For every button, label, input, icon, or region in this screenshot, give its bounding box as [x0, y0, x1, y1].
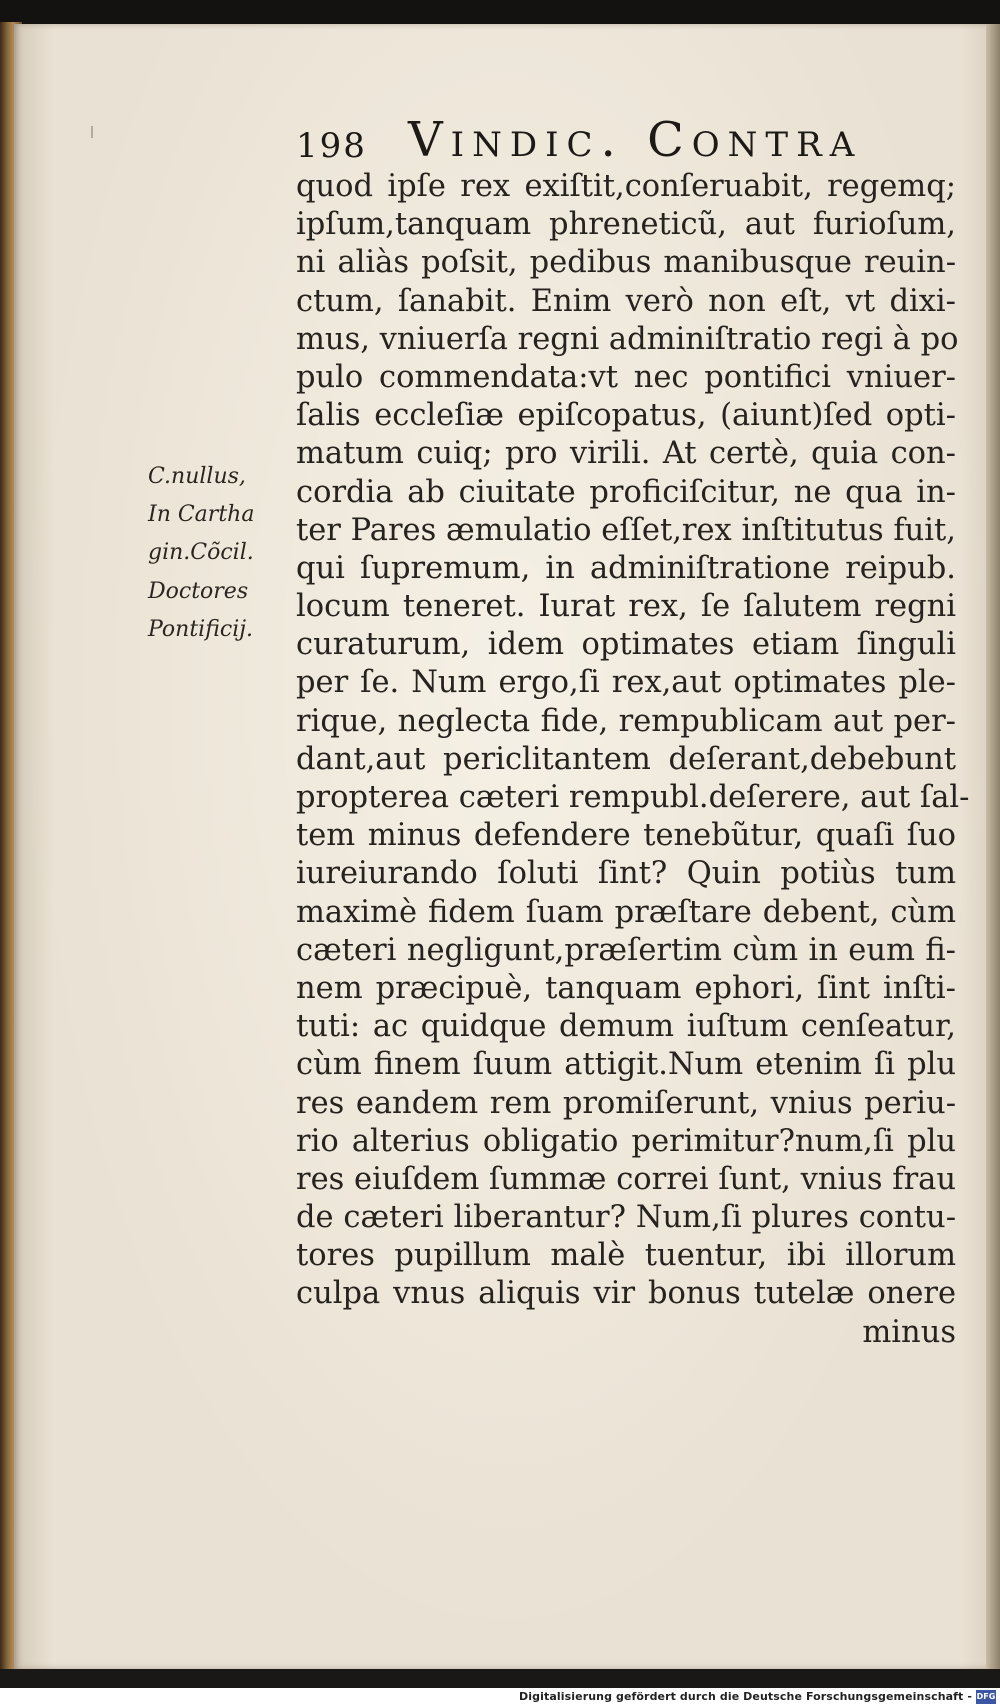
text-line: per ſe. Num ergo,ſi rex,aut optimates ple-	[296, 665, 956, 701]
text-line: ctum, ſanabit. Enim verò non eſt, vt dixi-	[296, 283, 956, 319]
marginal-note-line: Pontificij.	[148, 616, 254, 642]
text-line: ter Pares æmulatio eſſet,rex inſtitutus fuit,	[296, 512, 956, 548]
text-line: res eiuſdem ſummæ correi ſunt, vnius frau	[296, 1161, 956, 1197]
text-line: nem præcipuè, tanquam ephori, ſint inſti-	[296, 970, 956, 1006]
marginal-note	[148, 458, 288, 649]
text-line: rio alterius obligatio perimitur?num,ſi plu	[296, 1123, 956, 1159]
funding-credit: Digitalisierung gefördert durch die Deutsche Forschungsgemeinschaft -	[519, 1690, 972, 1703]
catchword: minus	[862, 1314, 956, 1350]
text-line: matum cuiq; pro virili. At certè, quia con-	[296, 436, 956, 472]
bottom-border	[0, 1669, 1000, 1688]
text-line: qui ſupremum, in adminiſtratione reipub.	[296, 550, 956, 586]
running-title: Vindic. Contra	[408, 112, 863, 168]
text-line: dant,aut periclitantem deſerant,debebunt	[296, 741, 956, 777]
text-line: iureiurando ſoluti ſint? Quin potiùs tum	[296, 856, 956, 892]
text-line: culpa vnus aliquis vir bonus tutelæ onere	[296, 1276, 956, 1312]
text-line: tem minus defendere tenebũtur, quaſi ſuo	[296, 818, 956, 854]
text-line: maximè fidem ſuam præſtare debent, cùm	[296, 894, 956, 930]
text-line: ni aliàs poſsit, pedibus manibusque reuin-	[296, 245, 956, 281]
page-number: 198	[296, 126, 367, 166]
text-line: pulo commendata:vt nec pontifici vniuer-	[296, 359, 956, 395]
running-head	[296, 112, 916, 172]
text-line: ipſum,tanquam phreneticũ, aut furioſum,	[296, 207, 956, 243]
text-line: quod ipſe rex exiſtit,conſeruabit, regemq;	[296, 169, 956, 204]
text-line: cæteri negligunt,præſertim cùm in eum fi-	[296, 932, 956, 968]
body-text	[296, 168, 970, 1352]
marginal-note-line: C.nullus,	[148, 464, 246, 489]
paper-mark	[91, 126, 93, 138]
marginal-note-line: gin.Cõcil.	[148, 540, 254, 566]
text-line: rique, neglecta fide, rempublicam aut per-	[296, 703, 956, 739]
dfg-logo-icon: DFG	[976, 1690, 996, 1704]
text-line: cùm finem ſuum attigit.Num etenim ſi plu	[296, 1047, 956, 1083]
text-line: locum teneret. Iurat rex, ſe ſalutem regni	[296, 589, 956, 625]
text-line: de cæteri liberantur? Num,ſi plures contu-	[296, 1200, 956, 1236]
text-line: tuti: ac quidque demum iuſtum cenſeatur,	[296, 1009, 956, 1045]
text-line: cordia ab ciuitate proficiſcitur, ne qua in-	[296, 474, 956, 510]
text-line: ſalis eccleſiæ epiſcopatus, (aiunt)ſed opti-	[296, 398, 956, 434]
text-line: res eandem rem promiſerunt, vnius periu-	[296, 1085, 956, 1121]
text-line: tores pupillum malè tuentur, ibi illorum	[296, 1238, 956, 1274]
marginal-note-line: Doctores	[148, 578, 249, 604]
text-line: mus, vniuerſa regni adminiſtratio regi à po	[296, 321, 959, 357]
text-line: propterea cæteri rempubl.deſerere, aut ſal-	[296, 780, 970, 815]
text-line: curaturum, idem optimates etiam ſinguli	[296, 627, 956, 663]
page-right-edge	[986, 24, 1000, 1669]
marginal-note-line: In Cartha	[148, 502, 255, 528]
